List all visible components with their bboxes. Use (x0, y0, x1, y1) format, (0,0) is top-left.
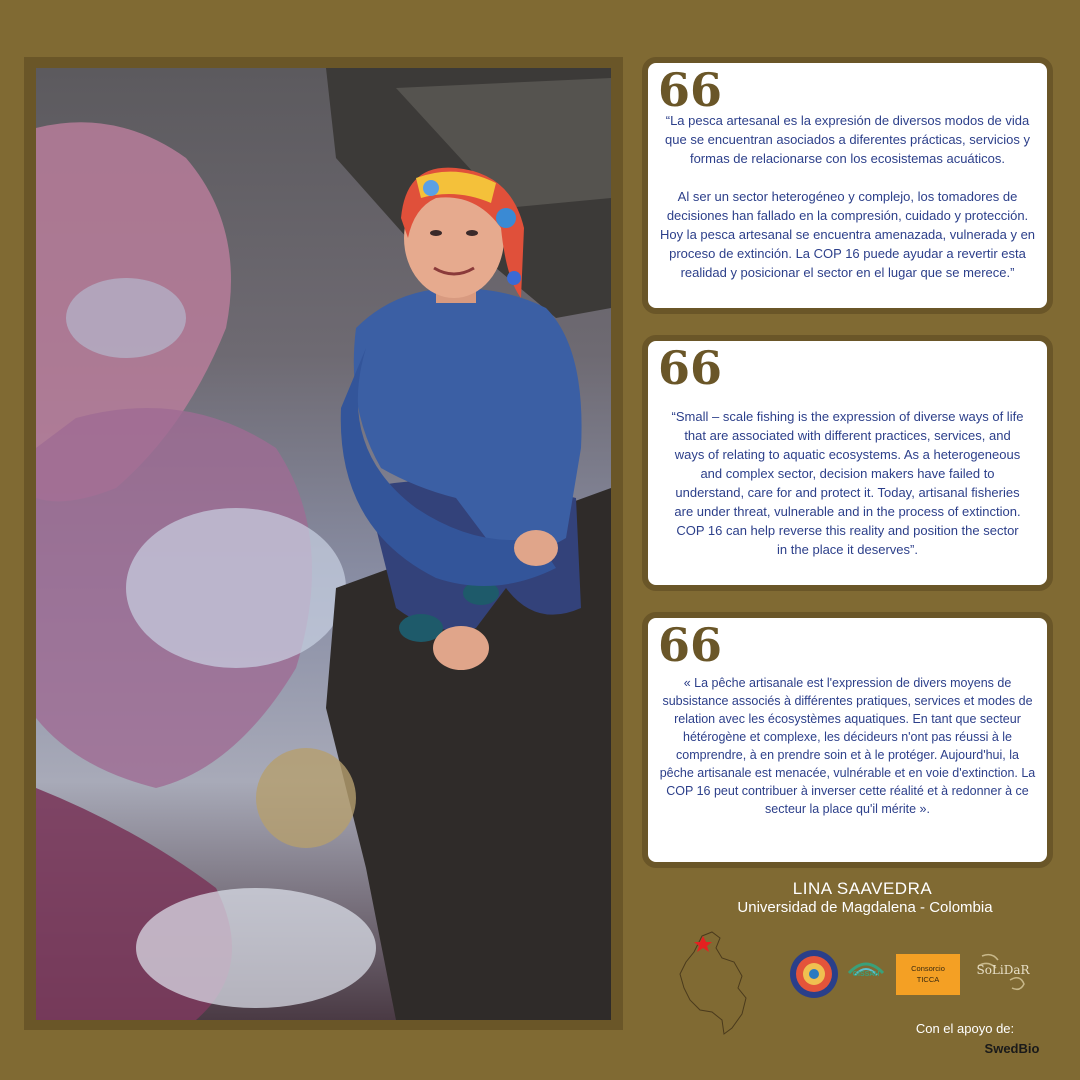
solidar-label: SoLiDaR (976, 963, 1030, 977)
quote-card-english (642, 335, 1053, 591)
university-seal-logo (788, 948, 840, 1005)
quote-mark-icon: 66 (658, 618, 723, 672)
colombia-map-icon (672, 928, 754, 1043)
solidar-logo (972, 950, 1034, 996)
swedbio-logo: SwedBio (984, 1041, 1040, 1056)
quote-mark-icon: 66 (658, 341, 723, 395)
portrait-photo (36, 68, 611, 1020)
ticca-line2: TICCA (916, 975, 940, 984)
person-name: LINA SAAVEDRA (792, 879, 933, 898)
ticca-line1: Consorcio (911, 964, 945, 973)
quote-card-french (642, 612, 1053, 868)
quote-mark-icon: 66 (658, 63, 723, 117)
gissah-label: GISSAH (852, 971, 880, 978)
quote-text-english: “Small – scale fishing is the expression of diverse ways of life that are associated with different practices, services, and ways of relating to aquatic ecosystems. As a heterogeneous and complex sector, decision makers have failed to understand, care for and protect it. Today, artisanal fisheries are under threat, vulnerable and in the process of extinction. COP 16 can help reverse this reality and position the sector in the place it deserves”. (671, 409, 1024, 557)
person-affiliation: Universidad de Magdalena - Colombia (737, 899, 993, 916)
quote-card-spanish (642, 57, 1053, 314)
ticca-logo (896, 954, 960, 995)
quote-text-french: « La pêche artisanale est l'expression de divers moyens de subsistance associés à différentes pratiques, services et modes de relation avec les écosystèmes aquatiques. En tant que secteur hétérogène et complexe, les décideurs n'ont pas réussi à le comprendre, à en prendre soin et à le protéger. Aujourd'hui, la pêche artisanale est menacée, vulnérable et en voie d'extinction. La COP 16 peut contribuer à inverser cette réalité et à redonner à ce secteur la place qu'il mérite ». (659, 676, 1036, 816)
support-label: Con el apoyo de: (915, 1021, 1015, 1036)
quote-text-spanish: “La pesca artesanal es la expresión de diversos modos de vida que se encuentran asociados a diferentes prácticas, servicios y formas de relacionarse con los ecosistemas acuáticos. Al ser un sector heterogéneo y complejo, los tomadores de decisiones han fallado en la compresión, cuidado y protección. Hoy la pesca artesanal se encuentra amenazada, vulnerada y en proceso de extinción. La COP 16 puede ayudar a revertir esta realidad y posicionar el sector en el lugar que se merece.” (659, 113, 1036, 280)
gissah-logo (845, 955, 887, 995)
